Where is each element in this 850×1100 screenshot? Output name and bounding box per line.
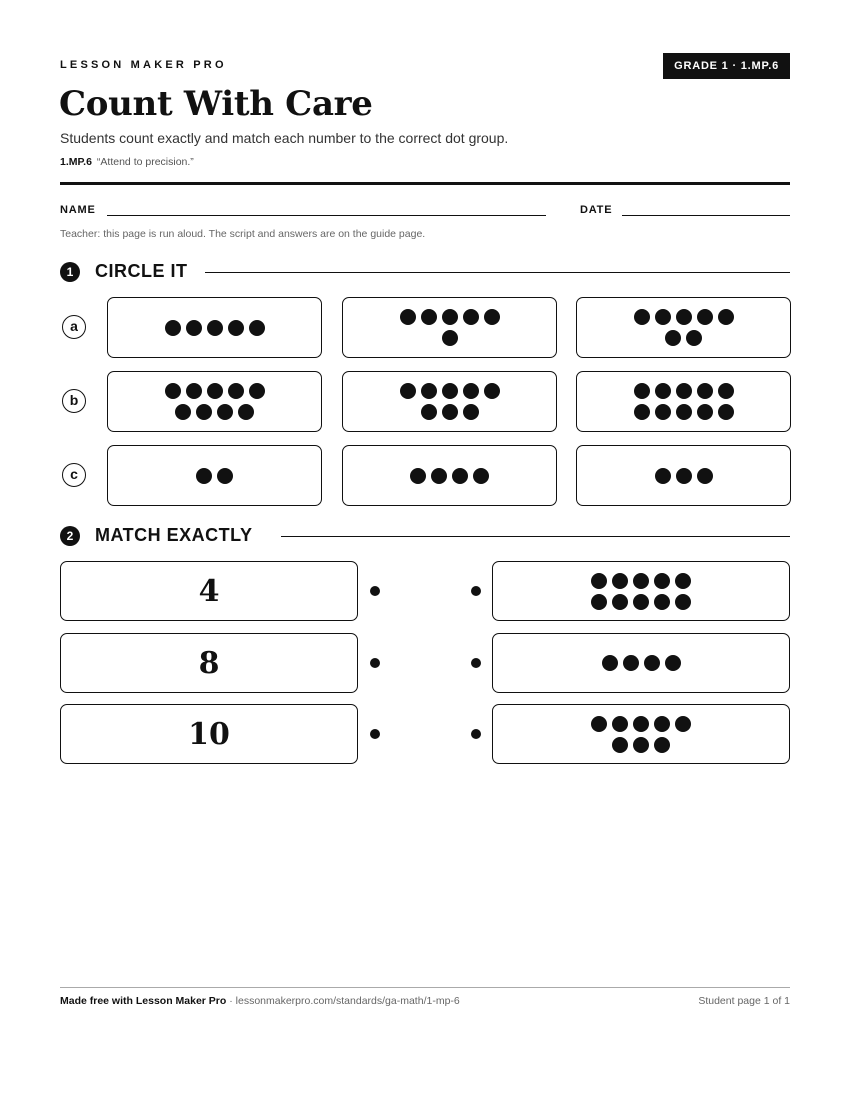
dot — [484, 309, 500, 325]
section-1-title: CIRCLE IT — [95, 261, 188, 281]
dot-row — [591, 573, 691, 589]
dot — [442, 330, 458, 346]
dot — [634, 383, 650, 399]
dot — [196, 404, 212, 420]
dot — [612, 573, 628, 589]
dot-group — [634, 383, 734, 420]
row-letter-a: a — [62, 315, 86, 339]
name-label: NAME — [60, 204, 96, 216]
header-rule — [60, 182, 790, 185]
dot — [634, 404, 650, 420]
dot — [228, 383, 244, 399]
dot-row — [602, 655, 681, 671]
match-number-box[interactable] — [60, 704, 358, 764]
dot-row — [665, 330, 702, 346]
match-connector-right[interactable] — [471, 658, 481, 668]
row-letter-b: b — [62, 389, 86, 413]
dot-row — [400, 309, 500, 325]
section-2-rule — [281, 536, 790, 537]
dot — [676, 383, 692, 399]
standard-code: 1.MP.6 — [60, 156, 92, 168]
dot — [165, 383, 181, 399]
dot — [602, 655, 618, 671]
match-dot-box[interactable] — [492, 633, 790, 693]
dot — [612, 716, 628, 732]
dot — [442, 309, 458, 325]
dot — [654, 573, 670, 589]
dot-group — [634, 309, 734, 346]
match-dot-box[interactable] — [492, 704, 790, 764]
dot — [207, 320, 223, 336]
date-label: DATE — [580, 204, 613, 216]
dot — [655, 404, 671, 420]
dot — [697, 404, 713, 420]
dot-row — [165, 383, 265, 399]
dot — [217, 404, 233, 420]
dot-row — [634, 404, 734, 420]
dot-group — [602, 655, 681, 671]
dot — [400, 383, 416, 399]
dot-row — [612, 737, 670, 753]
standard-line — [60, 156, 194, 168]
circle-option-a-2[interactable] — [342, 297, 557, 358]
dot-row — [410, 468, 489, 484]
dot — [249, 383, 265, 399]
date-field[interactable] — [622, 215, 790, 216]
dot-group — [591, 716, 691, 753]
dot — [623, 655, 639, 671]
dot — [249, 320, 265, 336]
dot — [612, 594, 628, 610]
footer-page-number: Student page 1 of 1 — [698, 995, 790, 1007]
dot — [718, 383, 734, 399]
page-subtitle: Students count exactly and match each number to the correct dot group. — [60, 130, 509, 146]
section-1-rule — [205, 272, 790, 273]
dot — [633, 716, 649, 732]
match-dot-box[interactable] — [492, 561, 790, 621]
dot — [676, 404, 692, 420]
dot-row — [421, 404, 479, 420]
dot — [591, 594, 607, 610]
dot-group — [410, 468, 489, 484]
footer-rule — [60, 987, 790, 988]
dot-group — [165, 320, 265, 336]
dot — [665, 330, 681, 346]
dot — [238, 404, 254, 420]
dot — [228, 320, 244, 336]
dot — [473, 468, 489, 484]
dot — [655, 468, 671, 484]
dot-group — [165, 383, 265, 420]
dot-row — [634, 309, 734, 325]
dot-row — [442, 330, 458, 346]
dot-row — [196, 468, 233, 484]
dot — [196, 468, 212, 484]
dot — [697, 309, 713, 325]
dot — [421, 309, 437, 325]
circle-option-a-1[interactable] — [107, 297, 322, 358]
dot-row — [655, 468, 713, 484]
dot — [175, 404, 191, 420]
page-title: Count With Care — [59, 84, 373, 124]
brand-name: LESSON MAKER PRO — [60, 59, 227, 71]
row-letter-c: c — [62, 463, 86, 487]
dot — [675, 594, 691, 610]
dot — [654, 737, 670, 753]
name-field[interactable] — [107, 215, 546, 216]
circle-option-a-3[interactable] — [576, 297, 791, 358]
match-number-box[interactable] — [60, 633, 358, 693]
dot — [442, 404, 458, 420]
match-number-box[interactable] — [60, 561, 358, 621]
dot — [655, 309, 671, 325]
footer-made-with: Made free with Lesson Maker Pro — [60, 995, 227, 1007]
dot — [718, 309, 734, 325]
dot — [591, 716, 607, 732]
circle-option-c-3[interactable] — [576, 445, 791, 506]
dot — [591, 573, 607, 589]
dot — [612, 737, 628, 753]
footer-credit — [60, 995, 460, 1007]
grade-badge: GRADE 1 · 1.MP.6 — [663, 53, 790, 79]
section-2-title: MATCH EXACTLY — [95, 525, 253, 545]
match-connector-left[interactable] — [370, 586, 380, 596]
standard-text: “Attend to precision.” — [96, 156, 194, 168]
dot — [452, 468, 468, 484]
dot — [633, 737, 649, 753]
dot — [633, 594, 649, 610]
dot — [686, 330, 702, 346]
circle-option-b-3[interactable] — [576, 371, 791, 432]
dot — [676, 309, 692, 325]
dot — [442, 383, 458, 399]
match-connector-right[interactable] — [471, 586, 481, 596]
match-connector-left[interactable] — [370, 729, 380, 739]
dot — [697, 468, 713, 484]
dot — [400, 309, 416, 325]
circle-option-b-2[interactable] — [342, 371, 557, 432]
dot-group — [400, 383, 500, 420]
match-number: 4 — [198, 573, 220, 609]
dot — [633, 573, 649, 589]
dot — [207, 383, 223, 399]
dot — [484, 383, 500, 399]
circle-option-c-1[interactable] — [107, 445, 322, 506]
dot — [217, 468, 233, 484]
dot-row — [634, 383, 734, 399]
dot — [675, 573, 691, 589]
dot — [186, 383, 202, 399]
dot — [421, 404, 437, 420]
dot — [718, 404, 734, 420]
dot-group — [655, 468, 713, 484]
circle-option-c-2[interactable] — [342, 445, 557, 506]
match-connector-right[interactable] — [471, 729, 481, 739]
dot — [463, 383, 479, 399]
dot-group — [591, 573, 691, 610]
dot — [634, 309, 650, 325]
dot-group — [400, 309, 500, 346]
dot — [665, 655, 681, 671]
footer-url: · lessonmakerpro.com/standards/ga-math/1-mp-6 — [229, 995, 460, 1007]
dot-row — [400, 383, 500, 399]
dot-row — [165, 320, 265, 336]
section-1-number: 1 — [60, 262, 80, 282]
dot — [410, 468, 426, 484]
dot-group — [196, 468, 233, 484]
match-number: 8 — [198, 645, 220, 681]
dot — [676, 468, 692, 484]
section-2-number: 2 — [60, 526, 80, 546]
teacher-note: Teacher: this page is run aloud. The script and answers are on the guide page. — [60, 228, 426, 240]
dot — [186, 320, 202, 336]
match-connector-left[interactable] — [370, 658, 380, 668]
dot — [644, 655, 660, 671]
circle-option-b-1[interactable] — [107, 371, 322, 432]
dot — [655, 383, 671, 399]
dot — [654, 716, 670, 732]
dot — [431, 468, 447, 484]
dot-row — [591, 594, 691, 610]
dot-row — [175, 404, 254, 420]
dot-row — [591, 716, 691, 732]
dot — [675, 716, 691, 732]
dot — [697, 383, 713, 399]
match-number: 10 — [188, 716, 230, 752]
dot — [463, 404, 479, 420]
dot — [421, 383, 437, 399]
dot — [165, 320, 181, 336]
dot — [654, 594, 670, 610]
dot — [463, 309, 479, 325]
